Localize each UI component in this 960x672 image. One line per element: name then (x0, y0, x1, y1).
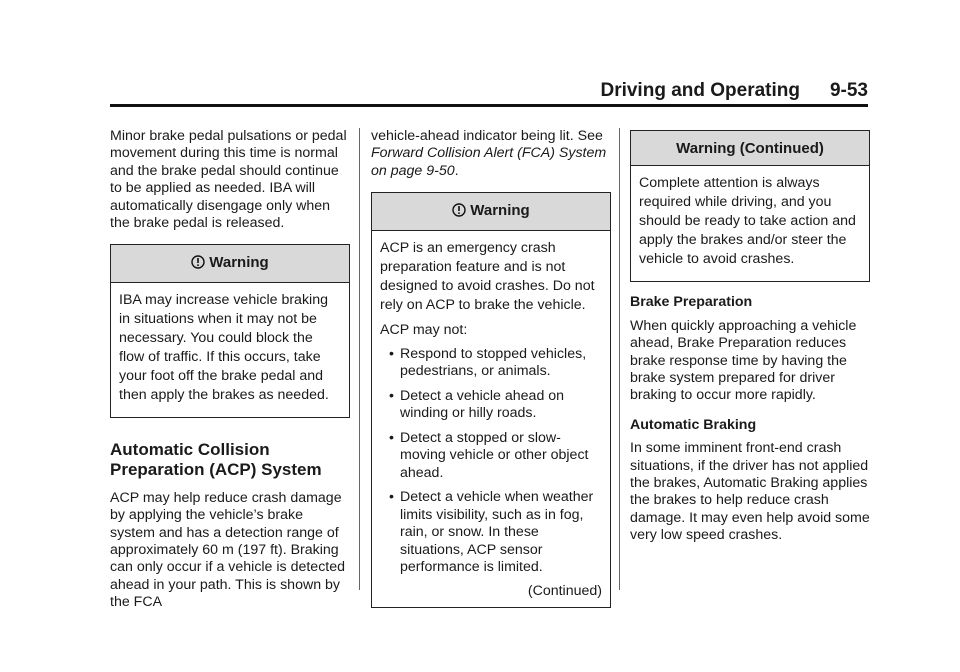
bullet-icon: • (389, 489, 394, 506)
warning-title: Warning (209, 254, 269, 272)
column-divider (619, 128, 620, 590)
continued-paragraph (371, 128, 611, 180)
column-divider (359, 128, 360, 590)
list-item (380, 346, 602, 381)
warning-icon (452, 203, 466, 221)
warning-box-acp (371, 192, 611, 607)
intro-paragraph: Minor brake pedal pulsations or pedal movement during this time is normal and the brake pedal should continue to be applied as needed. IBA will automatically disengage only when the brake pedal is released. (110, 128, 347, 232)
page-number: 9-53 (829, 80, 868, 101)
warning-header: Warning (Continued) (631, 131, 869, 166)
paragraph-text: vehicle-ahead indicator being lit. See (371, 128, 603, 144)
warning-body (631, 166, 869, 281)
section-paragraph: ACP may help reduce crash damage by applying the vehicle’s brake system and has a detection range of approximately 60 m (197 ft). Braking can only occur if a vehicle is detected ahead in your path. This is shown by the FCA (110, 489, 346, 611)
warning-icon (191, 255, 205, 273)
warning-box-continued (630, 130, 870, 282)
paragraph-brake-preparation: When quickly approaching a vehicle ahead, Brake Preparation reduces brake response time by having the brake system prepared for driver braking to occur more rapidly. (630, 317, 857, 404)
subhead-brake-preparation: Brake Preparation (630, 294, 753, 311)
subhead-automatic-braking: Automatic Braking (630, 416, 757, 433)
chapter-title: Driving and Operating (600, 80, 800, 101)
list-item-text: Detect a vehicle ahead on winding or hilly roads. (400, 387, 565, 422)
warning-text: Complete attention is always required while driving, and you should be ready to take action and apply the brakes and/or steer the vehicle to avoid crashes. (639, 175, 856, 268)
column-3 (630, 128, 870, 553)
page-header (110, 80, 868, 107)
column-2 (371, 128, 611, 618)
bullet-icon: • (389, 429, 394, 446)
list-item (380, 430, 602, 483)
bullet-icon: • (389, 387, 394, 404)
list-item (380, 388, 602, 423)
warning-body (372, 231, 610, 607)
continued-label: (Continued) (527, 582, 602, 599)
cross-reference: Forward Collision Alert (FCA) System on page 9-50 (371, 145, 607, 179)
list-item (380, 489, 602, 577)
list-item-text: Respond to stopped vehicles, pedestrians, or animals. (400, 345, 587, 380)
paragraph-automatic-braking: In some imminent front-end crash situations, if the driver has not applied the brakes, Automatic Braking applies the brakes to help reduce crash damage. It may even help avoid some very low speed crashes. (630, 440, 870, 544)
warning-title: Warning (470, 202, 530, 220)
warning-text: IBA may increase vehicle braking in situations when it may not be necessary. You could block the flow of traffic. If this occurs, take your foot off the brake pedal and then apply the brakes as needed. (119, 291, 329, 403)
warning-body (111, 283, 349, 417)
warning-list (380, 346, 602, 577)
warning-header (111, 245, 349, 282)
list-item-text: Detect a stopped or slow-moving vehicle or other object ahead. (400, 429, 589, 481)
bullet-icon: • (389, 345, 394, 362)
warning-text: ACP is an emergency crash preparation feature and is not designed to avoid crashes. Do not rely on ACP to brake the vehicle. (380, 239, 595, 313)
warning-header (372, 193, 610, 230)
warning-box-iba (110, 244, 350, 417)
column-1 (110, 128, 350, 620)
list-item-text: Detect a vehicle when weather limits visibility, such as in fog, rain, or snow. In these situations, ACP sensor performance is limited. (400, 489, 594, 576)
warning-text: ACP may not: (380, 321, 468, 338)
section-title: Automatic Collision Preparation (ACP) System (110, 439, 322, 479)
paragraph-end: . (454, 162, 459, 179)
